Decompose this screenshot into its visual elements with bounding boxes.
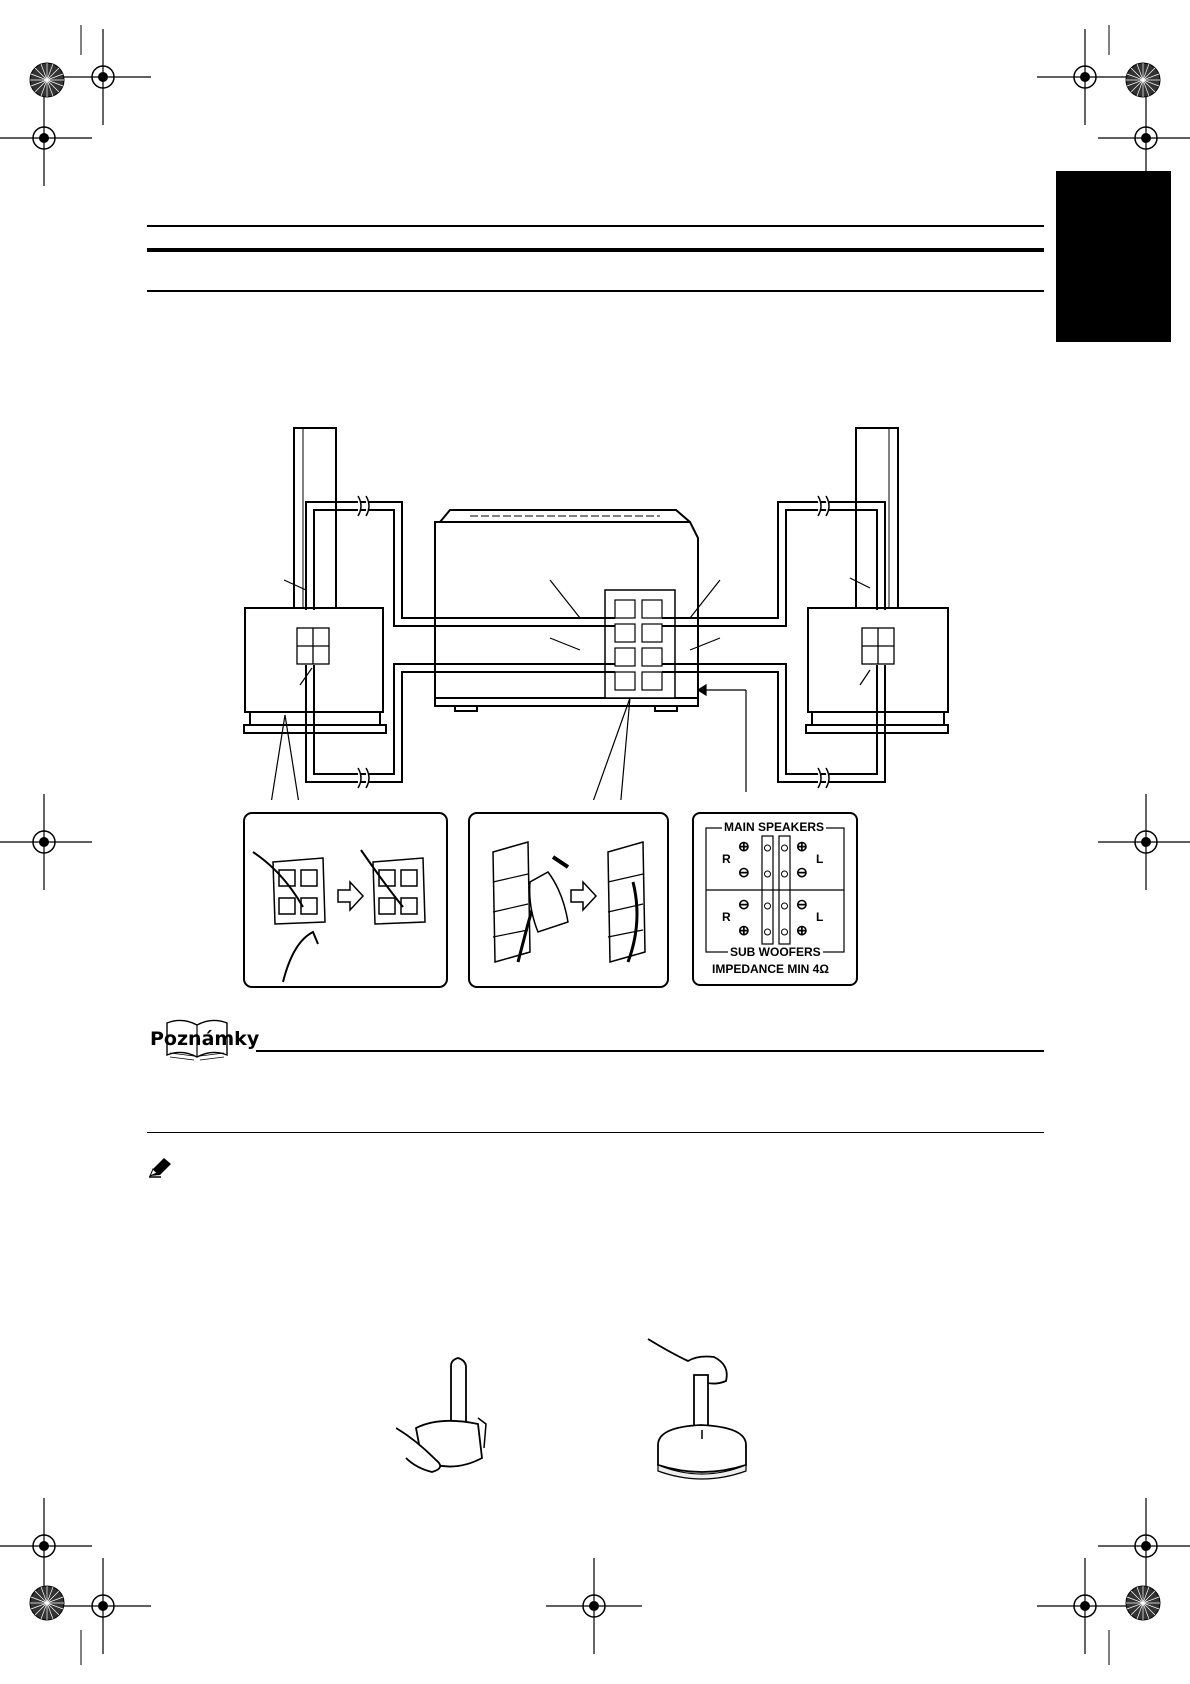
color-wheel-icon bbox=[30, 1586, 64, 1620]
sub-minus-right: ⊖ bbox=[738, 896, 750, 912]
speaker-lift-illustration-left bbox=[396, 1348, 496, 1478]
left-sub-terminal bbox=[297, 628, 329, 664]
main-minus-left: ⊖ bbox=[796, 864, 808, 880]
speaker-wiring-diagram bbox=[0, 420, 1190, 800]
registration-mark-icon bbox=[55, 29, 151, 125]
main-plus-right: ⊕ bbox=[738, 838, 750, 854]
registration-mark-icon bbox=[0, 90, 92, 186]
pencil-icon bbox=[147, 1156, 175, 1178]
speaker-lift-illustration-right bbox=[646, 1335, 766, 1480]
terminal-label-panel bbox=[692, 812, 858, 986]
main-r-label: R bbox=[722, 852, 731, 866]
main-minus-right: ⊖ bbox=[738, 864, 750, 880]
sub-plus-left: ⊕ bbox=[796, 922, 808, 938]
color-wheel-icon bbox=[1126, 1586, 1160, 1620]
main-speakers-label: MAIN SPEAKERS bbox=[724, 820, 825, 834]
notes-title: Poznámky bbox=[150, 1028, 260, 1050]
registration-mark-icon bbox=[0, 1498, 92, 1594]
detail-inset-subwoofer-terminal bbox=[243, 812, 448, 988]
sub-r-label: R bbox=[722, 910, 731, 924]
sub-minus-left: ⊖ bbox=[796, 896, 808, 912]
detail-inset-center-terminal bbox=[468, 812, 669, 988]
registration-mark-icon bbox=[1098, 1498, 1190, 1594]
registration-mark-icon bbox=[0, 794, 92, 890]
notes-rule bbox=[256, 1050, 1044, 1052]
main-l-label: L bbox=[816, 852, 824, 866]
color-wheel-icon bbox=[1126, 63, 1160, 97]
sub-l-label: L bbox=[816, 910, 824, 924]
registration-mark-icon bbox=[546, 1558, 642, 1654]
right-sub-terminal bbox=[862, 628, 894, 664]
registration-mark-icon bbox=[1037, 29, 1133, 125]
registration-mark-icon bbox=[55, 1558, 151, 1654]
center-terminal-block bbox=[605, 590, 675, 698]
registration-mark-icon bbox=[1098, 794, 1190, 890]
section-divider bbox=[147, 1132, 1044, 1133]
color-wheel-icon bbox=[30, 63, 64, 97]
sub-plus-right: ⊕ bbox=[738, 922, 750, 938]
sub-woofers-label: SUB WOOFERS bbox=[730, 945, 821, 959]
registration-mark-icon bbox=[1098, 90, 1190, 186]
registration-mark-icon bbox=[1037, 1558, 1133, 1654]
impedance-label: IMPEDANCE MIN 4Ω bbox=[712, 962, 829, 976]
main-plus-left: ⊕ bbox=[796, 838, 808, 854]
